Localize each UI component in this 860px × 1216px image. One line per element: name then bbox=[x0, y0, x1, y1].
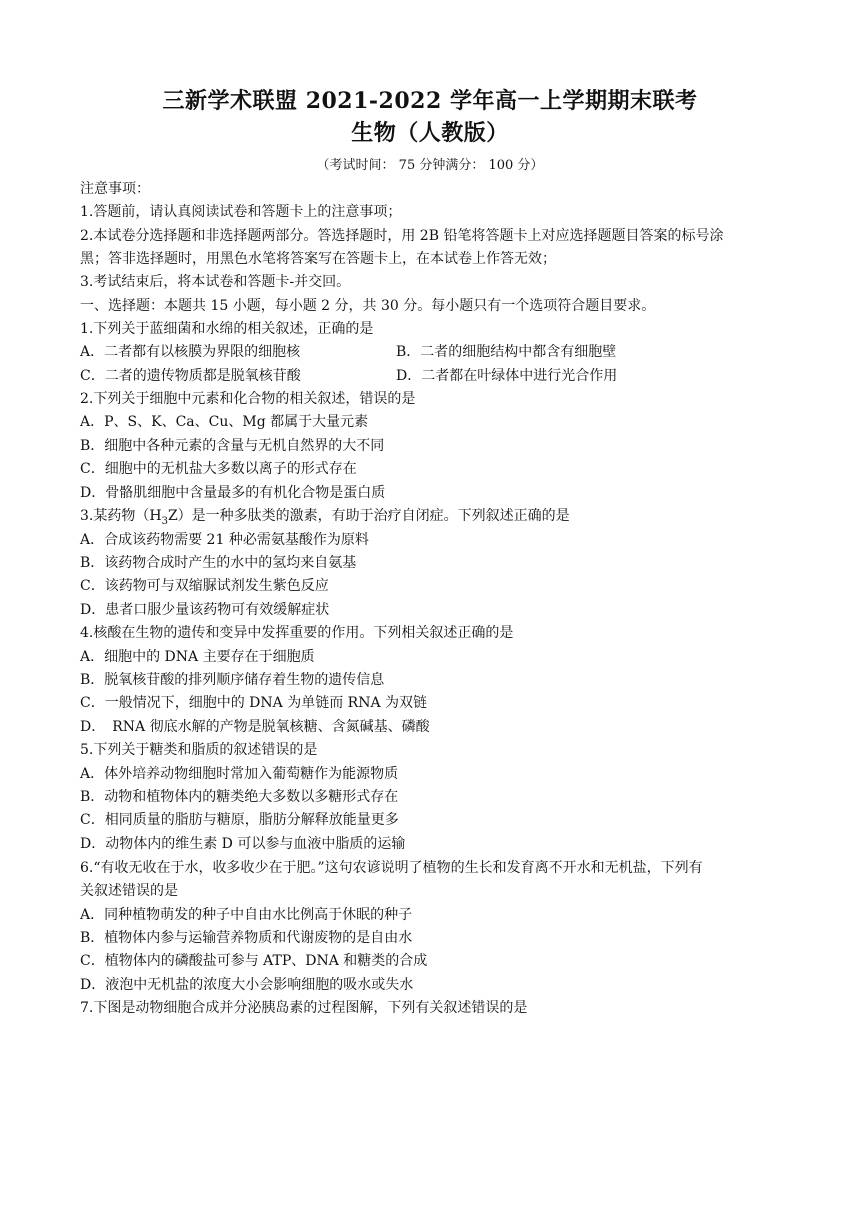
option-a: A．体外培养动物细胞时常加入葡萄糖作为能源物质 bbox=[80, 766, 399, 782]
question-stem bbox=[80, 506, 570, 532]
stem-part: Z）是一种多肽类的激素，有助于治疗自闭症。下列叙述正确的是 bbox=[167, 508, 570, 524]
notice-heading: 注意事项： bbox=[80, 181, 150, 197]
option-a: A．细胞中的 DNA 主要存在于细胞质 bbox=[80, 649, 315, 665]
option-d: D．骨骼肌细胞中含量最多的有机化合物是蛋白质 bbox=[80, 485, 386, 501]
question-stem: 5.下列关于糖类和脂质的叙述错误的是 bbox=[80, 742, 318, 758]
notice-item: 3.考试结束后，将本试卷和答题卡-并交回。 bbox=[80, 274, 351, 290]
question-stem: 1.下列关于蓝细菌和水绵的相关叙述，正确的是 bbox=[80, 321, 374, 337]
option-d: D．动物体内的维生素 D 可以参与血液中脂质的运输 bbox=[80, 836, 406, 852]
question-stem: 6.“有收无收在于水，收多收少在于肥。”这句农谚说明了植物的生长和发育离不开水和无机盐，下列有 bbox=[80, 860, 703, 876]
option-d: D．液泡中无机盐的浓度大小会影响细胞的吸水或失水 bbox=[80, 977, 414, 993]
option-c: C．二者的遗传物质都是脱氧核苷酸 bbox=[80, 368, 301, 384]
option-b: B．动物和植物体内的糖类绝大多数以多糖形式存在 bbox=[80, 789, 399, 805]
option-a: A．合成该药物需要 21 种必需氨基酸作为原料 bbox=[80, 532, 369, 548]
notice-item: 1.答题前，请认真阅读试卷和答题卡上的注意事项； bbox=[80, 204, 402, 220]
option-d: D． RNA 彻底水解的产物是脱氧核糖、含氮碱基、磷酸 bbox=[80, 719, 430, 735]
option-c: C．植物体内的磷酸盐可参与 ATP、DNA 和糖类的合成 bbox=[80, 953, 428, 969]
question-stem: 2.下列关于细胞中元素和化合物的相关叙述，错误的是 bbox=[80, 391, 416, 407]
option-a: A．二者都有以核膜为界限的细胞核 bbox=[80, 344, 301, 360]
option-b: B．植物体内参与运输营养物质和代谢废物的是自由水 bbox=[80, 930, 413, 946]
notice-item: 2.本试卷分选择题和非选择题两部分。答选择题时，用 2B 铅笔将答题卡上对应选择题题目答案的标号涂 bbox=[80, 228, 724, 244]
option-a: A．P、S、K、Ca、Cu、Mg 都属于大量元素 bbox=[80, 414, 369, 430]
option-row bbox=[80, 342, 780, 362]
stem-part: 3.某药物（H bbox=[80, 508, 162, 524]
option-b: B．该药物合成时产生的水中的氢均来自氨基 bbox=[80, 555, 357, 571]
exam-info: （考试时间： 75 分钟满分： 100 分） bbox=[316, 158, 544, 173]
option-d: D．二者都在叶绿体中进行光合作用 bbox=[396, 368, 618, 384]
notice-item: 黑；答非选择题时，用黑色水笔将答案写在答题卡上，在本试卷上作答无效； bbox=[80, 251, 556, 267]
subscript: 3 bbox=[161, 515, 168, 527]
option-c: C．细胞中的无机盐大多数以离子的形式存在 bbox=[80, 461, 357, 477]
exam-title: 三新学术联盟 2021-2022 学年高一上学期期末联考 bbox=[162, 88, 698, 114]
option-c: C．相同质量的脂肪与糖原，脂肪分解释放能量更多 bbox=[80, 812, 399, 828]
question-stem-cont: 关叙述错误的是 bbox=[80, 883, 178, 899]
option-b: B．细胞中各种元素的含量与无机自然界的大不同 bbox=[80, 438, 385, 454]
option-c: C．该药物可与双缩脲试剂发生紫色反应 bbox=[80, 578, 329, 594]
option-a: A．同种植物萌发的种子中自由水比例高于休眠的种子 bbox=[80, 907, 413, 923]
option-d: D．患者口服少量该药物可有效缓解症状 bbox=[80, 602, 330, 618]
option-b: B．二者的细胞结构中都含有细胞壁 bbox=[396, 344, 617, 360]
option-row bbox=[80, 366, 780, 386]
question-stem: 7.下图是动物细胞合成并分泌胰岛素的过程图解，下列有关叙述错误的是 bbox=[80, 1000, 528, 1016]
question-stem: 4.核酸在生物的遗传和变异中发挥重要的作用。下列相关叙述正确的是 bbox=[80, 625, 514, 641]
exam-subtitle: 生物（人教版） bbox=[351, 120, 509, 146]
option-c: C．一般情况下，细胞中的 DNA 为单链而 RNA 为双链 bbox=[80, 695, 427, 711]
option-b: B．脱氧核苷酸的排列顺序储存着生物的遗传信息 bbox=[80, 672, 385, 688]
section-heading: 一、选择题：本题共 15 小题，每小题 2 分，共 30 分。每小题只有一个选项符合题目要求。 bbox=[80, 298, 656, 314]
